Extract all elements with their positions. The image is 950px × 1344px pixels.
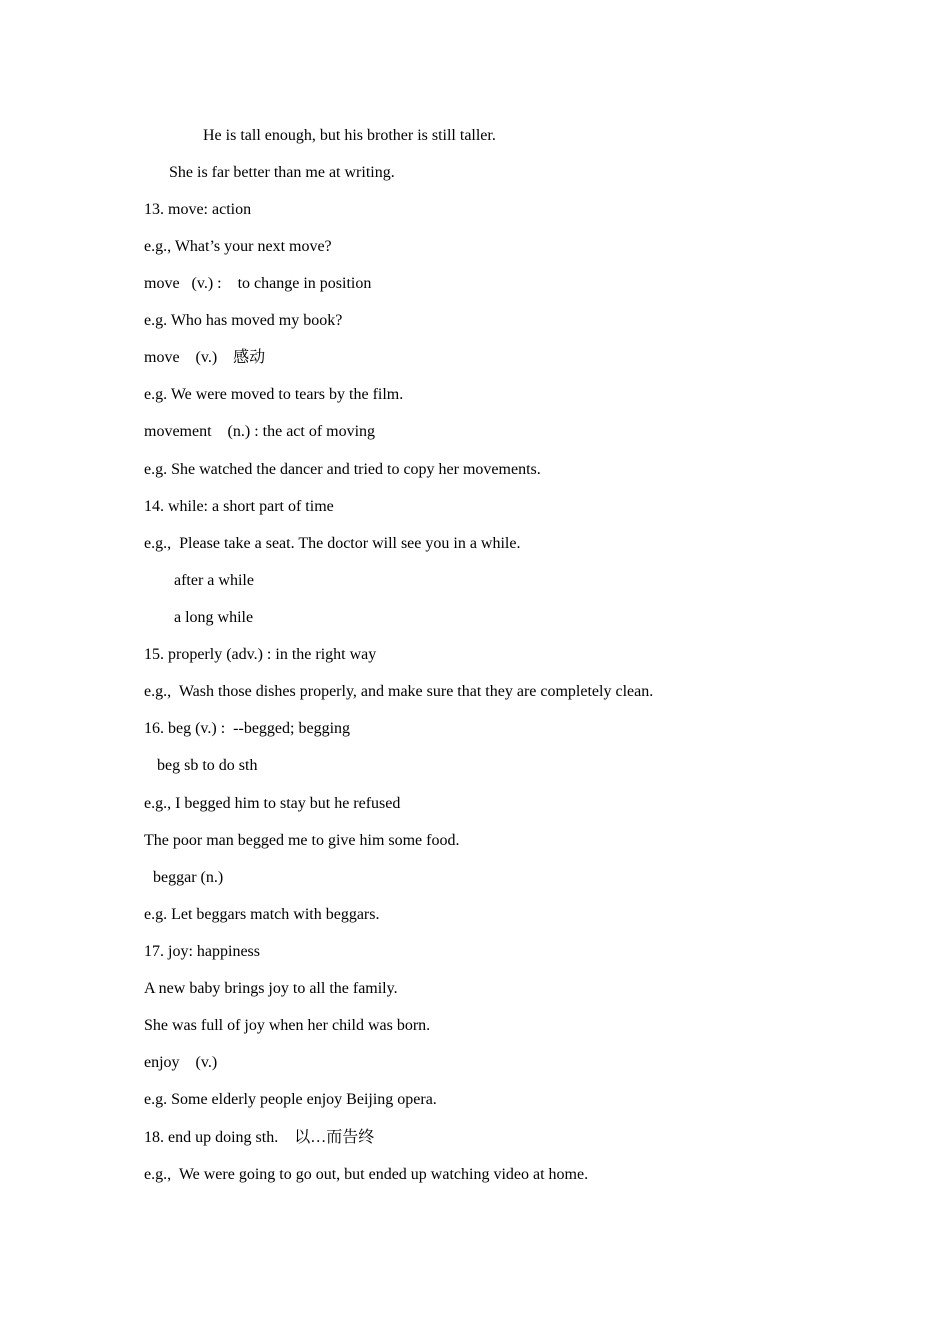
text-line: e.g., Please take a seat. The doctor will see you in a while.: [144, 535, 521, 552]
text-line: e.g. Some elderly people enjoy Beijing opera.: [144, 1091, 437, 1108]
section-heading-16: 16. beg (v.) : --begged; begging: [144, 720, 351, 737]
text-line: e.g., What’s your next move?: [144, 238, 332, 255]
section-heading-17: 17. joy: happiness: [144, 943, 260, 960]
text-line: a long while: [174, 609, 254, 626]
text-line: She was full of joy when her child was born.: [144, 1017, 431, 1034]
text-line: movement (n.) : the act of moving: [144, 423, 376, 440]
section-heading-14: 14. while: a short part of time: [144, 498, 334, 515]
section-heading-13: 13. move: action: [144, 201, 252, 218]
text-line: e.g., I begged him to stay but he refused: [144, 795, 401, 812]
text-line: move (v.) : to change in position: [144, 275, 372, 292]
text-line: move (v.) 感动: [144, 349, 266, 366]
text-line: beg sb to do sth: [157, 757, 258, 774]
text-line: e.g. She watched the dancer and tried to copy her movements.: [144, 461, 541, 478]
text-line: beggar (n.): [153, 869, 224, 886]
text-line: A new baby brings joy to all the family.: [144, 980, 398, 997]
text-line: She is far better than me at writing.: [169, 164, 395, 181]
section-heading-15: 15. properly (adv.) : in the right way: [144, 646, 377, 663]
section-heading-18: 18. end up doing sth. 以…而告终: [144, 1129, 375, 1146]
text-line: e.g. We were moved to tears by the film.: [144, 386, 404, 403]
text-line: The poor man begged me to give him some food.: [144, 832, 460, 849]
text-line: enjoy (v.): [144, 1054, 218, 1071]
text-line: He is tall enough, but his brother is still taller.: [203, 127, 496, 144]
text-line: e.g. Who has moved my book?: [144, 312, 343, 329]
text-line: e.g., We were going to go out, but ended up watching video at home.: [144, 1166, 589, 1183]
text-line: e.g., Wash those dishes properly, and make sure that they are completely clean.: [144, 683, 654, 700]
text-line: e.g. Let beggars match with beggars.: [144, 906, 380, 923]
text-line: after a while: [174, 572, 254, 589]
